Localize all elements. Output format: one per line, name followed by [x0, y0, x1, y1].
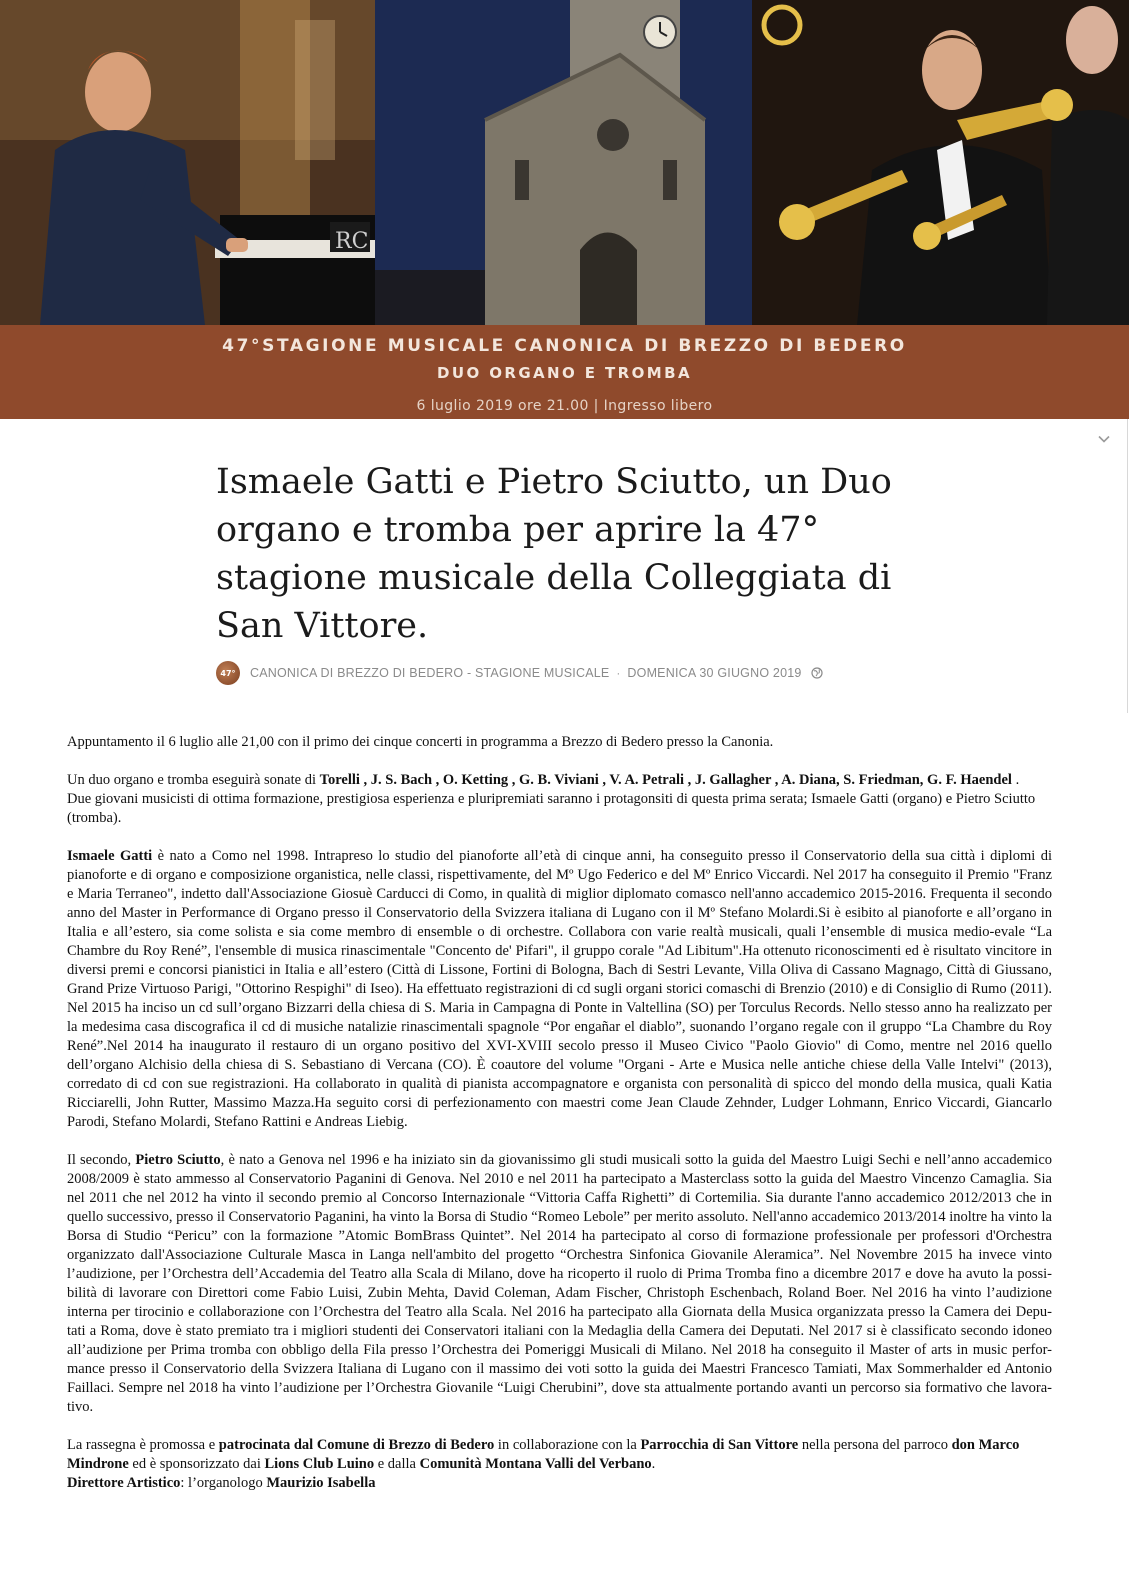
sciutto-bio-text: , è nato a Genova nel 1996 e ha iniziato sin da giovanissimo gli studi musicali sotto la guida del Maestro Luigi Sechi e nell’anno accademico 2008/2009 è stato ammesso al Conservatorio Paganini di Genova. Nel 2010 e nel 2011 ha partecipato a Masterclass sotto la guida del Maestro Vincenzo Camaglia. Sia nel 2011 che nel 2012 ha vinto il secondo premio al Concorso Internazionale “Vittoria Caffa Righetti” di Cortemilia. Sia durante l'anno accademico 2012/2013 che in quello successivo, presso il Conservatorio Paganini, ha vinto la Borsa di Studio “Romeo Lebole” per merito assoluto. Nell'anno accademico 2013/2014 inoltre ha vinto la Borsa di Studio “Pericu” con la formazione ”Atomic BomBrass Quintet”. Nel 2014 ha partecipato al corso di formazione professionale per professori d'Orchestra organizzato dall'Associazione Culturale Masca in Langa nell'ambito del progetto “Orchestra Sinfonica Giovanile Aleramica”. Nel Novembre 2015 ha invece vinto l’audizione, per l’Orchestra dell’Accademia del Teatro alla Scala di Milano, dove ha ricoperto il ruolo di Prima Tromba fino a dicembre 2017 e dove ha avuto la possi-bilità di lavorare con Direttori come Fabio Luisi, Zubin Mehta, David Coleman, Adam Fischer, Christoph Eschenbach, Roland Boer. Nel 2016 ha vinto l’audizione interna per tirocinio e collaborazione con l’Orchestra del Teatro alla Scala. Nel 2016 ha partecipato alla Giornata della Musica organizzata presso la Camera dei Depu-tati a Roma, dove è stato premiato tra i migliori studenti dei Conservatori italiani con la Medaglia della Camera dei Deputati. Nel 2017 si è classificato secondo idoneo all’audizione per Prima tromba con obbligo della Fila presso l’Orchestra dei Pomeriggi Musicali di Milano. Nel 2018 ha conseguito il Master of arts in music perfor-mance presso il Conservatorio della Svizzera Italiana di Lugano con il massimo dei voti sotto la guida dei Maestri Francesco Tamiati, Max Sommerhalder ed Antonio Faillaci. Sempre nel 2018 ha vinto l’audizione per l’Orchestra Giovanile “Luigi Cherubini”, dove sta attualmente portando avanti un percorso sia formativo che lavora-tivo. [67, 1152, 1053, 1415]
closing-text-3: nella persona del parroco [798, 1437, 952, 1453]
director-name: Maurizio Isabella [266, 1475, 376, 1491]
orchestra-illustration [752, 0, 1129, 325]
program-suffix: . [1011, 772, 1020, 788]
director-line [67, 1474, 1052, 1493]
gatti-bio-paragraph [67, 847, 1052, 1132]
page-title: Ismaele Gatti e Pietro Sciutto, un Duo organo e tromba per aprire la 47° stagione musicale della Colleggiata di San Vittore. [216, 462, 892, 646]
avatar[interactable]: 47° [216, 661, 240, 685]
banner-subtitle: DUO ORGANO E TROMBA [437, 364, 692, 382]
banner-title: 47°STAGIONE MUSICALE CANONICA DI BREZZO DI BEDERO [222, 336, 907, 356]
closing-text-1: La rassegna è promossa e [67, 1437, 219, 1453]
sponsor-name: Lions Club Luino [264, 1456, 375, 1472]
post-date[interactable]: DOMENICA 30 GIUGNO 2019 [627, 666, 802, 680]
banner-date: 6 luglio 2019 ore 21.00 | Ingresso libero [416, 398, 713, 414]
gatti-bio-text: è nato a Como nel 1998. Intrapreso lo studio del pianoforte all’età di cinque anni, ha conseguito presso il Conservatorio della sua città i diplomi di pianoforte e di organo e composizione organistica, nelle classi, rispettivamente, del Mº Ugo Federico e del Mº Enrico Viccardi. Nel 2017 ha conseguito il Premio "Franz e Maria Terraneo", indetto dall'Associazione Giosuè Carducci di Como, in qualità di miglior diplomato comasco nell'anno accademico 2015-2016. Frequenta il secondo anno del Master in Performance di Organo presso il Conservatorio della Svizzera italiana di Lugano con il Mº Stefano Molardi.Si è esibito al pianoforte e all’organo in Italia e all’estero, sia come solista e sia come membro di ensemble o di orchestre. Collabora con varie realtà musicali, quali l’ensemble di musica medio-evale “La Chambre du Roy René”, l'ensemble di musica rinascimentale "Concento de' Pifari", il gruppo corale "Ad Libitum".Ha ottenuto riconoscimenti ed è risultato vincitore in diversi premi e concorsi pianistici in Italia e all’estero (Città di Lissone, Fortini di Bologna, Bach di Sestri Levante, Villa Oliva di Cassano Magnago, Città di Giussano, Grand Prize Virtuoso Parigi, "Ottorino Respighi" di Iseo). Ha effettuato registrazioni di cd sugli organi storici comaschi di Brenzio (2010) e di Consiglio di Rumo (2011). Nel 2015 ha inciso un cd sull’organo Bizzarri della chiesa di S. Maria in Campagna di Ponte in Valtellina (SO) per Torculus Records. Nello stesso anno ha realizzato per la medesima casa discografica il cd di musiche natalizie rinascimentali spagnole “Por engañar el diablo”, suonando l’organo regale con il gruppo “La Chambre du Roy René”.Nel 2014 ha inaugurato il restauro di un organo positivo del XVI-XVIII secolo presso il Museo Civico "Paolo Giovio" di Como, mentre nel 2016 quello dell’organo Alchisio della chiesa di S. Sebastiano di Vercana (CO). È coautore del volume "Organi - Arte e Musica nelle antiche chiese della Valle Intelvi" (2013), corredato di cd con sue registrazioni. Ha collaborato in qualità di pianista accompagnatore e organista con personalità di spicco del mondo della musica, quali Katia Ricciarelli, John Rutter, Massimo Mazza.Ha seguito corsi di perfezionamento con maestri come Jean Claude Zehnder, Ludger Lohmann, Enrico Viccardi, Giancarlo Parodi, Stefano Molardi, Stefano Rattini e Andreas Liebig. [67, 848, 1053, 1130]
closing-paragraph [67, 1436, 1052, 1474]
page-edge-divider [1127, 419, 1128, 713]
program-paragraph [67, 771, 1052, 790]
sciutto-bio-paragraph [67, 1151, 1052, 1417]
byline [216, 661, 823, 685]
parish-name: Parrocchia di San Vittore [640, 1437, 799, 1453]
director-mid: : l’organologo [180, 1475, 267, 1491]
program-prefix: Un duo organo e tromba eseguirà sonate di [67, 772, 320, 788]
banner-caption-strip [0, 325, 1129, 419]
author-link[interactable]: CANONICA DI BREZZO DI BEDERO - STAGIONE MUSICALE [250, 666, 610, 680]
closing-text-5: e dalla [374, 1456, 420, 1472]
priest-name: don Marco Mindrone [67, 1437, 1020, 1472]
closing-text-6: . [651, 1456, 656, 1472]
intro-paragraph: Appuntamento il 6 luglio alle 21,00 con il primo dei cinque concerti in programma a Brezzo di Bedero presso la Canonia. [67, 734, 774, 750]
gatti-name: Ismaele Gatti [67, 848, 153, 864]
church-illustration [375, 0, 752, 325]
duo-intro-paragraph: Due giovani musicisti di ottima formazione, prestigiosa esperienza e pluripremiati saranno i protagonsiti di questa prima serata; Ismaele Gatti (organo) e Pietro Sciutto (tromba). [67, 791, 1036, 826]
church-photo [375, 0, 752, 325]
piano-lettering: RC [335, 229, 369, 254]
event-banner [0, 0, 1129, 419]
closing-text-2: in collaborazione con la [494, 1437, 641, 1453]
community-name: Comunità Montana Valli del Verbano [419, 1456, 652, 1472]
globe-icon [811, 667, 823, 679]
orchestra-photo [752, 0, 1129, 325]
chevron-down-icon[interactable] [1097, 432, 1111, 446]
article-body [67, 733, 1052, 1493]
director-label: Direttore Artistico [67, 1475, 181, 1491]
closing-text-4: ed è sponsorizzato dai [128, 1456, 265, 1472]
program-composers: Torelli , J. S. Bach , O. Ketting , G. B. Viviani , V. A. Petrali , J. Gallagher , A. Diana, S. Friedman, G. F. Haendel [319, 772, 1012, 788]
pianist-illustration [0, 0, 375, 325]
patron-name: patrocinata dal Comune di Brezzo di Bedero [218, 1437, 495, 1453]
sciutto-prefix: Il secondo, [67, 1152, 136, 1168]
banner-photos [0, 0, 1129, 325]
byline-separator: · [616, 666, 621, 680]
pianist-photo [0, 0, 375, 325]
sciutto-name: Pietro Sciutto [135, 1152, 221, 1168]
